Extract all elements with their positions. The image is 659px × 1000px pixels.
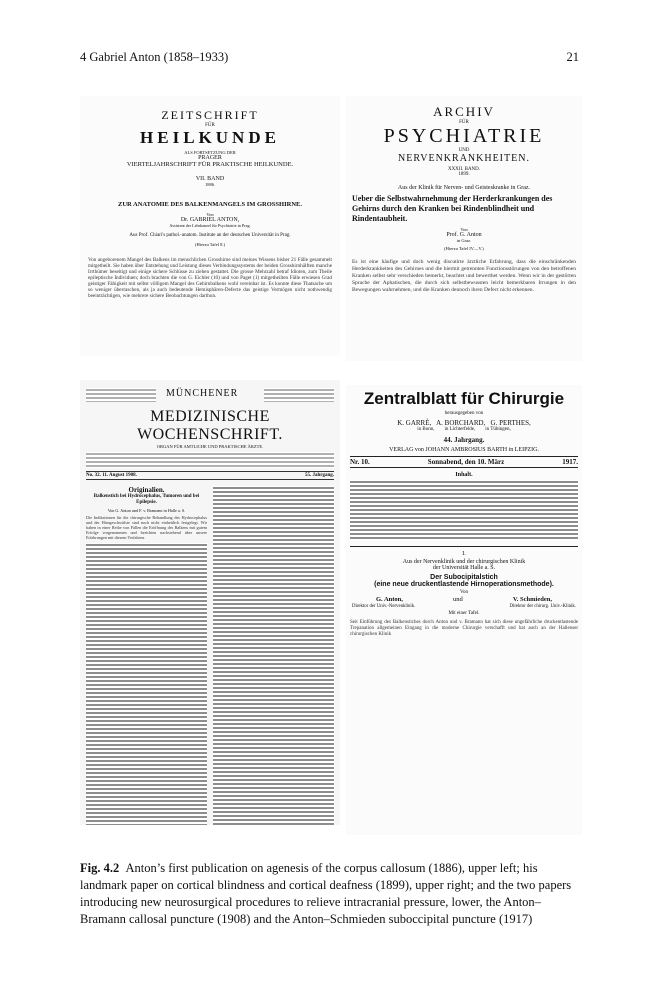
contents-list [350, 480, 578, 540]
author-schmieden-role: Direktor der chirurg. Univ.-Klinik. [509, 604, 576, 609]
clinic-line: Aus der Klinik für Nerven- und Geisteskranke in Graz. [397, 185, 531, 191]
article-body: Die Indikationen für die chirurgische Behandlung des Hydrocephalus und der Hirngeschwülste sind noch nicht einheitlich festgelegt. Wir haben in einer Reihe von Fällen die Eröffnung des Balkens mit gutem Erfolge vorgenommen und berichten nachstehend über unsere Erfahrungen mit diesem Verfahren. [86, 515, 207, 540]
masthead-fine-print-left [86, 388, 156, 402]
origin-line1: Aus der Nervenklinik und der chirurgischen Klinik [402, 559, 526, 565]
facsimile-muenchener-wochenschrift [80, 380, 340, 825]
article-author: Dr. GABRIEL ANTON, [180, 217, 240, 223]
journal-title-line1: ZEITSCHRIFT [161, 108, 259, 122]
journal-sub2: PRAGER [198, 155, 222, 161]
plate-note: (Hierzu Tafel 8.) [195, 242, 225, 247]
page-number: 21 [566, 50, 579, 64]
author-schmieden: V. Schmieden, [512, 596, 552, 603]
article-number: I. [462, 551, 466, 557]
journal-volume: XXXII. BAND. [447, 167, 481, 172]
journal-title: MEDIZINISCHE WOCHENSCHRIFT. [137, 408, 283, 443]
journal-und: UND [458, 148, 470, 153]
article-title: Balkenstich bei Hydrocephalus, Tumoren und bei Epilepsie. [93, 494, 200, 505]
facsimile-zentralblatt-chirurgie [346, 385, 582, 835]
author-anton-role: Direktor der Univ.-Nervenklinik. [352, 604, 416, 609]
editors: K. GARRÈ, A. BORCHARD, G. PERTHES, [397, 419, 531, 427]
article-von: Von [206, 212, 214, 217]
issue-number: No. 32. 11. August 1908. [86, 473, 137, 478]
journal-title: Zentralblatt für Chirurgie [363, 389, 565, 408]
author-anton: G. Anton, [376, 596, 403, 603]
journal-year: 1899. [458, 172, 470, 177]
facsimile-archiv-psychiatrie [346, 96, 582, 361]
journal-volume: VII. BAND [195, 176, 225, 182]
issue-year: 1917. [562, 458, 578, 466]
journal-fuer: FÜR [205, 123, 215, 128]
journal-organ: ORGAN FÜR AMTLICHE UND PRAKTISCHE ÄRZTE. [156, 444, 264, 449]
author-und: und [453, 596, 463, 603]
author-place: in Graz. [456, 238, 472, 243]
figure-label: Fig. 4.2 [80, 861, 120, 875]
article-title: Ueber die Selbstwahrnehmung der Herderkrankungen des Gehirns durch den Kranken bei Rindenblindheit und Rindentaubheit. [352, 194, 553, 223]
contents-heading: Inhalt. [455, 472, 473, 478]
institute-line: Aus Prof. Chiari's pathol.-anatom. Institute an der deutschen Universität in Prag. [129, 233, 291, 238]
chapter-title: 4 Gabriel Anton (1858–1933) [80, 50, 229, 64]
article-body: Es ist eine häufige und doch wenig discutirte ärztliche Erfahrung, dass die einschränkenden Herderkrankheiten des Gehirnes und die hiermit getrennten Functionsstörungen von den betroffenen Kranken selbst sehr verschieden bemerkt, beachtet und bewerthet werden. Wenn wir in der gestörten Sprache der Aphatischen, die durch sich selbstbewussten leicht bemerkbaren Irrungen in den Bewegungen wahrnehmen, und die Kranken dennoch ihren Defect nicht erkennen. [352, 259, 576, 293]
running-header [80, 50, 579, 66]
plate-note: (Hierzu Tafel IV—V.) [444, 246, 484, 251]
figure-caption-text: Anton’s first publication on agenesis of the corpus callosum (1886), upper left; his landmark paper on cortical blindness and cortical deafness (1899), upper right; and the two papers introducing new neurosurgical procedures to relieve intracranial pressure, lower, the Anton–Bramann callosal puncture (1908) and the Anton–Schmieden suboccipital puncture (1917) [80, 861, 572, 926]
facsimile-zeitschrift-heilkunde [80, 96, 340, 356]
section-originalien: Originalien. [128, 486, 165, 494]
journal-sub3: VIERTELJAHRSCHRIFT FÜR PRAKTISCHE HEILKUNDE. [126, 161, 294, 168]
journal-fuer: FÜR [459, 120, 469, 125]
article-body: Von angeborenem Mangel des Balkens im menschlichen Grosshirne sind meines Wissens bisher 21 Fälle gesammelt mitgetheilt. Sie haben über Entstehung und Leistung dieses Verbindungssystems der beiden Grosshirnhälften manche Irrthümer beseitigt und einige sichere Schlüsse zu ziehen gestattet. Die grosse Mehrzahl betraf Idioten, zum Theile epileptische Individuen; doch brachten die von G. Eichler (10) und von Paget (1) mitgetheilten Fälle erwiesen Grad geistiger Fähigkeit mit selbst völligem Mangel des Gehirnbalkens wohl vereinbar ist. Es konnte diese Thatsache um so weniger überraschen, als ja auch bedeutende Hemisphären-Defecte das geistige Vermögen nicht nothwendig beeinträchtigen, wie mehrere sichere Beobachtungen darthun. [88, 257, 332, 299]
figure-caption [80, 860, 580, 928]
volume-year: 55. Jahrgang. [304, 473, 334, 478]
article-title-line2: (eine neue druckentlastende Hirnoperationsmethode). [374, 581, 554, 588]
article-title: ZUR ANATOMIE DES BALKENMANGELS IM GROSSHIRNE. [118, 201, 302, 208]
masthead-muenchener: MÜNCHENER [166, 388, 239, 399]
article-authors: Von G. Anton und F. v. Bramann in Halle a. S. [107, 508, 186, 513]
journal-year: 1886. [204, 182, 216, 187]
article-von: Von [460, 227, 468, 232]
journal-title-line3: NERVENKRANKHEITEN. [398, 153, 530, 164]
article-von: Von [460, 590, 468, 595]
issue-date: Sonnabend, den 10. März [427, 458, 505, 466]
article-body: Seit Einführung des Balkenstiches durch Anton und v. Bramann hat sich diese ungefährliche druckentlastende Trepanation allgemeinen Eingang in die moderne Chirurgie verschafft und hat auch an der Hallenser chirurgischen Klinik [350, 620, 578, 637]
masthead-fine-print-right [264, 388, 334, 402]
journal-sub1: ALS FORTSETZUNG DER [184, 150, 236, 155]
article-title-line1: Der Subocipitalstich [430, 574, 498, 581]
author-affiliation: Assistent der Lehrkanzel für Psychiatrie in Prag. [169, 223, 251, 228]
editors-label: herausgegeben von [444, 411, 484, 416]
origin-line2: der Universität Halle a. S. [432, 565, 496, 571]
column-right-text [213, 486, 334, 825]
journal-title-line1: ARCHIV [433, 104, 495, 119]
editors-places: in Bonn, in Lichterfelde, in Tübingen, [417, 427, 511, 432]
journal-title-line2: PSYCHIATRIE [383, 125, 545, 147]
issue-number: Nr. 10. [350, 458, 370, 466]
column-left-text [86, 543, 207, 825]
volume: 44. Jahrgang. [443, 436, 485, 444]
editorial-board [86, 452, 334, 468]
publisher: VERLAG von JOHANN AMBROSIUS BARTH in LEIPZIG. [389, 447, 539, 453]
journal-title-line2: HEILKUNDE [140, 128, 280, 147]
plate-note: Mit einer Tafel. [448, 611, 480, 616]
article-author: Prof. G. Anton [446, 232, 482, 238]
